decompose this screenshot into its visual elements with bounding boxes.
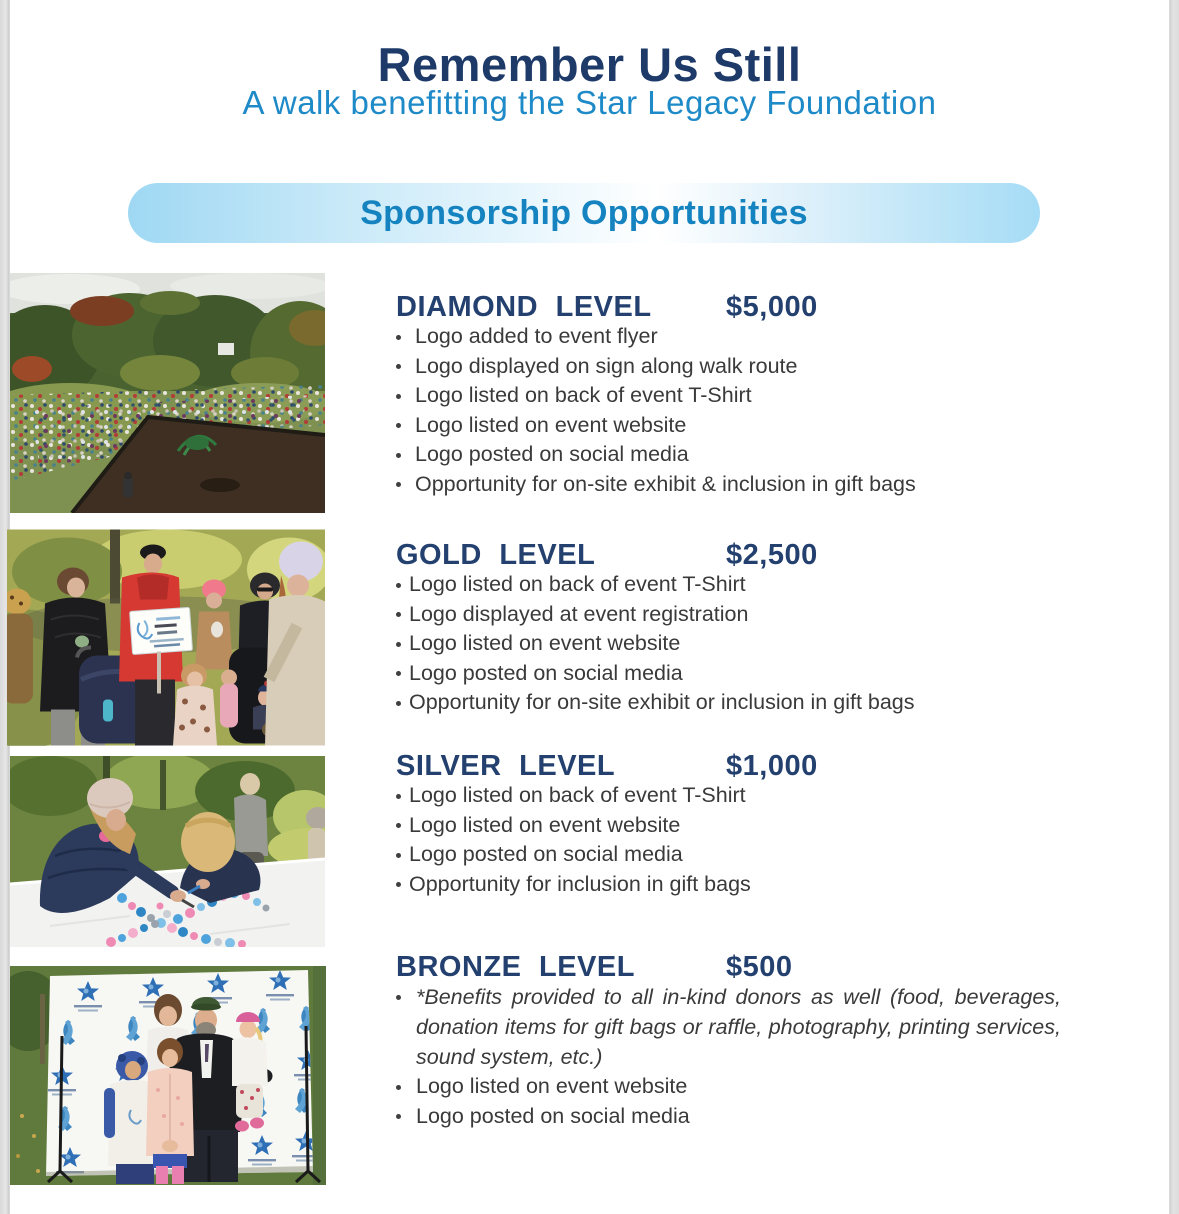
sign-stick <box>157 652 161 694</box>
level-header-gold <box>396 540 1096 570</box>
benefit-item: Logo listed on back of event T-Shirt <box>396 781 1056 811</box>
page-subtitle: A walk benefitting the Star Legacy Foundation <box>242 84 937 121</box>
benefit-item: Opportunity for on-site exhibit & inclusion in gift bags <box>396 470 1056 500</box>
level-section-diamond <box>396 292 1096 499</box>
benefit-item: Logo displayed at event registration <box>396 600 1056 630</box>
level-section-gold <box>396 540 1096 718</box>
benefit-item: Opportunity for inclusion in gift bags <box>396 870 1056 900</box>
level-header-bronze <box>396 952 1096 982</box>
page-gutter-right <box>1169 0 1179 1214</box>
benefit-item: Logo listed on event website <box>396 1072 1056 1102</box>
benefit-item: Opportunity for on-site exhibit or inclusion in gift bags <box>396 688 1056 718</box>
family-backdrop-illustration <box>10 966 326 1185</box>
level-price: $5,000 <box>726 291 818 323</box>
benefit-list-silver <box>396 781 1056 899</box>
walkers-illustration <box>7 529 325 746</box>
level-price: $500 <box>726 951 793 983</box>
benefit-item: Logo listed on event website <box>396 629 1056 659</box>
photo-signing-ribbon-banner <box>10 756 325 947</box>
benefit-item: Logo listed on event website <box>396 811 1056 841</box>
level-name: DIAMOND LEVEL <box>396 291 652 323</box>
level-section-bronze <box>396 952 1096 1131</box>
sponsorship-banner <box>128 183 1040 243</box>
benefit-item: Logo posted on social media <box>396 840 1056 870</box>
photo-walkers-with-strollers <box>7 529 325 746</box>
page-title: Remember Us Still <box>377 38 802 92</box>
photo-family-backdrop <box>10 966 326 1185</box>
photo-aerial-park-crowd <box>10 273 325 513</box>
benefit-list-gold <box>396 570 1056 718</box>
event-sign <box>130 607 193 654</box>
banner-signing-illustration <box>10 756 325 947</box>
leopard-hat-walker <box>7 589 33 704</box>
benefit-list-diamond <box>396 322 1056 499</box>
sponsorship-banner-label: Sponsorship Opportunities <box>360 193 808 232</box>
benefit-item: Logo posted on social media <box>396 440 1056 470</box>
level-name: SILVER LEVEL <box>396 750 616 782</box>
benefit-list-bronze <box>396 982 1061 1131</box>
level-price: $2,500 <box>726 539 818 571</box>
benefit-item: Logo posted on social media <box>396 659 1056 689</box>
level-name: BRONZE LEVEL <box>396 951 635 983</box>
aerial-park-crowd-illustration <box>10 273 325 513</box>
benefit-item: Logo listed on event website <box>396 411 1056 441</box>
benefit-item: Logo posted on social media <box>396 1102 1056 1132</box>
level-header-diamond <box>396 292 1096 322</box>
level-section-silver <box>396 751 1096 899</box>
benefit-item: Logo listed on back of event T-Shirt <box>396 570 1056 600</box>
benefit-note-in-kind: *Benefits provided to all in-kind donors as well (food, beverages, donation items for gift bags or raffle, photography, printing services, sound system, etc.) <box>396 982 1061 1072</box>
level-name: GOLD LEVEL <box>396 539 596 571</box>
benefit-item: Logo displayed on sign along walk route <box>396 352 1056 382</box>
level-header-silver <box>396 751 1096 781</box>
benefit-item: Logo listed on back of event T-Shirt <box>396 381 1056 411</box>
small-child-pink <box>220 670 238 728</box>
level-price: $1,000 <box>726 750 818 782</box>
benefit-item: Logo added to event flyer <box>396 322 1056 352</box>
